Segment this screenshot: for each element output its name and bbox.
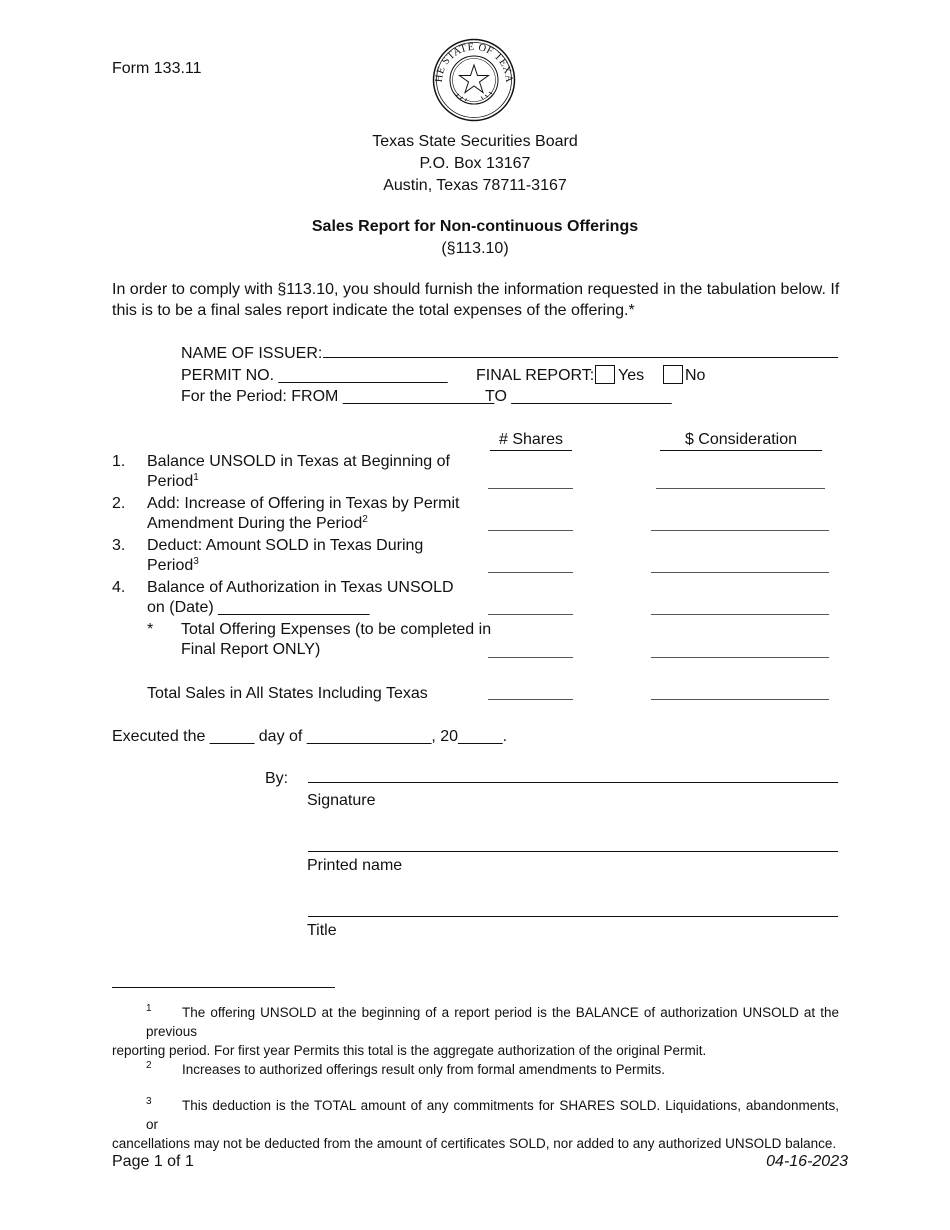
shares-column-header: # Shares xyxy=(490,429,572,451)
revision-date: 04-16-2023 xyxy=(766,1153,848,1170)
footnote: 2 Increases to authorized offerings result only from formal amendments to Permits. xyxy=(112,1060,839,1079)
footnote-number: 2 xyxy=(146,1060,152,1071)
consideration-column-header: $ Consideration xyxy=(660,429,822,451)
consideration-input-line[interactable] xyxy=(651,614,829,615)
row-number: 4. xyxy=(112,579,126,596)
total-sales-label: Total Sales in All States Including Texas xyxy=(147,685,428,702)
agency-address-line2: Austin, Texas 78711-3167 xyxy=(383,177,567,194)
intro-paragraph: In order to comply with §113.10, you should furnish the information requested in the tabulation below. If this is to be a final sales report indicate the total expenses of the offering.* xyxy=(112,281,840,319)
footnote-ref: 3 xyxy=(193,556,199,567)
date-field[interactable]: on (Date) _________________ xyxy=(147,599,370,616)
page-number: Page 1 of 1 xyxy=(112,1153,194,1170)
row-label: Balance of Authorization in Texas UNSOLD xyxy=(147,579,454,596)
expenses-label: Total Offering Expenses (to be completed in xyxy=(181,621,492,638)
final-report-label: FINAL REPORT: xyxy=(476,367,595,384)
row-label-continued: Amendment During the Period xyxy=(147,515,363,532)
footnote-ref: 1 xyxy=(193,472,199,483)
row-label: Balance UNSOLD in Texas at Beginning of xyxy=(147,453,450,470)
row-number: 1. xyxy=(112,453,126,470)
consideration-input-line[interactable] xyxy=(651,699,829,700)
final-report-yes-checkbox[interactable] xyxy=(595,365,615,384)
footnote-separator xyxy=(112,987,335,988)
executed-date-line[interactable]: Executed the _____ day of ______________, 20_____. xyxy=(112,728,508,745)
printed-name-label: Printed name xyxy=(307,857,403,874)
asterisk-mark: * xyxy=(147,621,154,638)
shares-input-line[interactable] xyxy=(488,572,573,573)
period-from-field[interactable]: For the Period: FROM _________________ xyxy=(181,388,495,405)
footnote-number: 3 xyxy=(146,1096,152,1107)
consideration-input-line[interactable] xyxy=(656,488,825,489)
shares-input-line[interactable] xyxy=(488,657,573,658)
yes-label: Yes xyxy=(618,367,645,384)
shares-input-line[interactable] xyxy=(488,488,573,489)
form-number: Form 133.11 xyxy=(112,60,202,77)
permit-field[interactable]: PERMIT NO. ___________________ xyxy=(181,367,448,384)
footnote-ref: 2 xyxy=(362,514,368,525)
agency-address-line1: P.O. Box 13167 xyxy=(419,155,531,172)
issuer-input-line[interactable] xyxy=(323,357,838,358)
shares-input-line[interactable] xyxy=(488,699,573,700)
shares-input-line[interactable] xyxy=(488,530,573,531)
no-label: No xyxy=(685,367,706,384)
shares-input-line[interactable] xyxy=(488,614,573,615)
row-label-continued: Period xyxy=(147,557,194,574)
title-label: Title xyxy=(307,922,337,939)
row-label: Deduct: Amount SOLD in Texas During xyxy=(147,537,424,554)
signature-label: Signature xyxy=(307,792,376,809)
consideration-input-line[interactable] xyxy=(651,657,829,658)
state-seal-icon xyxy=(432,38,516,122)
row-number: 3. xyxy=(112,537,126,554)
footnote: 1 The offering UNSOLD at the beginning of a report period is the BALANCE of authorization UNSOLD at the previous reporting period. For first year Permits this total is the aggregate authorization of the original Permit. xyxy=(112,1003,839,1060)
title-line[interactable] xyxy=(308,916,838,917)
by-label: By: xyxy=(265,770,289,787)
final-report-no-checkbox[interactable] xyxy=(663,365,683,384)
period-to-field[interactable]: TO __________________ xyxy=(485,388,672,405)
row-label: Add: Increase of Offering in Texas by Permit xyxy=(147,495,460,512)
footnote: 3 This deduction is the TOTAL amount of any commitments for SHARES SOLD. Liquidations, abandonments, or cancellations may not be deducted from the amount of certificates SOLD, nor added to any authorized UNSOLD balance. xyxy=(112,1096,839,1153)
footnote-number: 1 xyxy=(146,1003,152,1014)
agency-name: Texas State Securities Board xyxy=(372,133,578,150)
printed-name-line[interactable] xyxy=(308,851,838,852)
report-subtitle: (§113.10) xyxy=(441,240,509,257)
expenses-label-continued: Final Report ONLY) xyxy=(181,641,321,658)
row-number: 2. xyxy=(112,495,126,512)
signature-line[interactable] xyxy=(308,782,838,783)
svg-text:THE STATE OF TEXAS: HE STATE OF TEXA xyxy=(433,41,515,84)
row-label-continued: Period xyxy=(147,473,194,490)
consideration-input-line[interactable] xyxy=(651,530,829,531)
consideration-input-line[interactable] xyxy=(651,572,829,573)
report-title: Sales Report for Non-continuous Offerings xyxy=(311,218,639,235)
issuer-label: NAME OF ISSUER: xyxy=(181,345,323,362)
